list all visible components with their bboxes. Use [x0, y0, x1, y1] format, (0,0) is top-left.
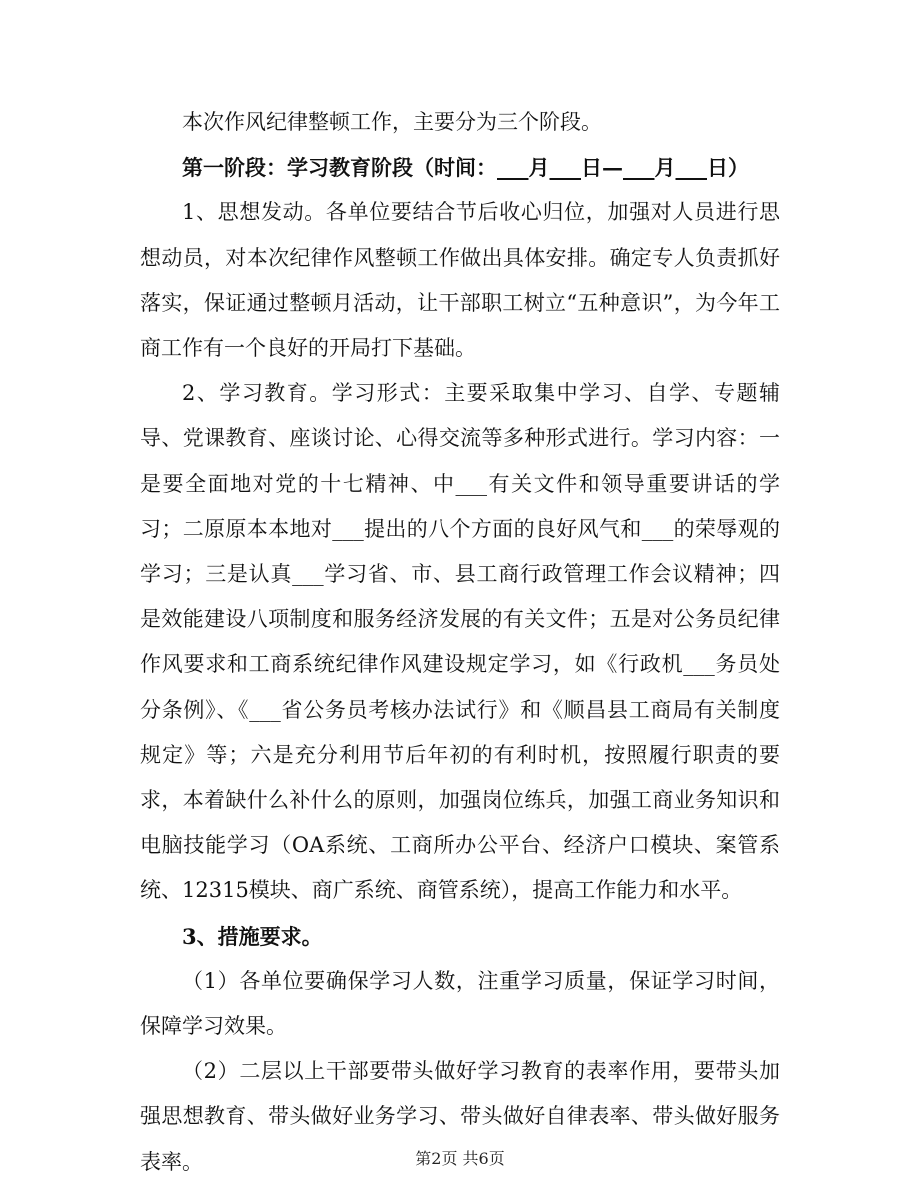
- intro-paragraph: 本次作风纪律整顿工作，主要分为三个阶段。: [182, 110, 602, 134]
- paragraph-study-education: 2、学习教育。学习形式：主要采取集中学习、自学、专题辅导、党课教育、座谈讨论、心得交流等多种形式进行。学习内容：一是要全面地对党的十七精神、中___有关文件和领导重要讲话的学习；二原原本本地对___提出的八个方面的良好风气和___的荣辱观的学习；三是认真___学习省、市、县工商行政管理工作会议精神；四是效能建设八项制度和服务经济发展的有关文件；五是对公务员纪律作风要求和工商系统纪律作风建设规定学习，如《行政机___务员处分条例》、《___省公务员考核办法试行》和《顺昌县工商局有关制度规定》等；六是充分利用节后年初的有利时机，按照履行职责的要求，本着缺什么补什么的原则，加强岗位练兵，加强工商业务知识和电脑技能学习（OA系统、工商所办公平台、经济户口模块、案管系统、12315模块、商广系统、商管系统），提高工作能力和水平。: [140, 381, 780, 903]
- document-body: [140, 100, 780, 1185]
- measure-item-1: （1）各单位要确保学习人数，注重学习质量，保证学习时间，保障学习效果。: [140, 968, 780, 1039]
- page-number-footer: 第2页 共6页: [415, 1149, 505, 1168]
- paragraph-mobilization: 1、思想发动。各单位要结合节后收心归位，加强对人员进行思想动员，对本次纪律作风整顿工作做出具体安排。确定专人负责抓好落实，保证通过整顿月活动，让干部职工树立“五种意识”，为今年工商工作有一个良好的开局打下基础。: [140, 200, 780, 361]
- measures-heading: 3、措施要求。: [182, 923, 323, 949]
- stage-one-heading: 第一阶段：学习教育阶段（时间：___月___日—___月___日）: [182, 155, 749, 181]
- measure-item-2: （2）二层以上干部要带头做好学习教育的表率作用，要带头加强思想教育、带头做好业务学习、带头做好自律表率、带头做好服务表率。: [140, 1059, 780, 1174]
